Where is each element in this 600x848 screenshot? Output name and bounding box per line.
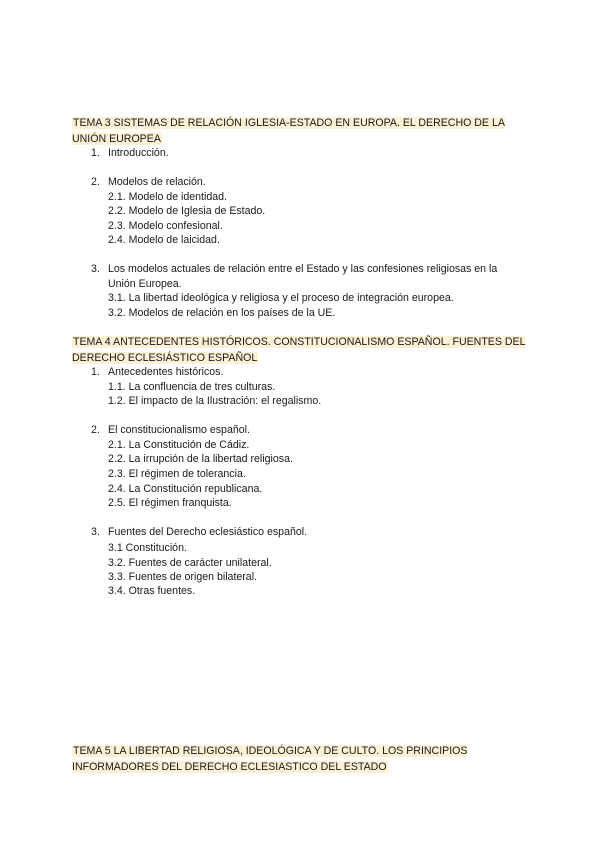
sub-item: 1.1. La confluencia de tres culturas. bbox=[108, 381, 276, 393]
list-item: Modelos de relación. bbox=[108, 176, 206, 188]
tema5-heading bbox=[72, 743, 532, 775]
list-item-continuation: Unión Europea. bbox=[108, 278, 182, 290]
list-number: 1. bbox=[91, 366, 100, 378]
sub-item: 3.4. Otras fuentes. bbox=[108, 585, 196, 597]
sub-item: 3.1 Constitución. bbox=[108, 542, 187, 554]
list-item: Fuentes del Derecho eclesiástico español. bbox=[108, 526, 308, 538]
sub-item: 3.1. La libertad ideológica y religiosa y el proceso de integración europea. bbox=[108, 292, 454, 304]
sub-item: 1.2. El impacto de la Ilustración: el regalismo. bbox=[108, 395, 322, 407]
list-number: 3. bbox=[91, 526, 100, 538]
sub-item: 2.5. El régimen franquista. bbox=[108, 497, 232, 509]
sub-item: 3.2. Fuentes de carácter unilateral. bbox=[108, 557, 272, 569]
sub-item: 3.2. Modelos de relación en los países de la UE. bbox=[108, 307, 336, 319]
sub-item: 2.3. Modelo confesional. bbox=[108, 220, 223, 232]
sub-item: 2.3. El régimen de tolerancia. bbox=[108, 468, 246, 480]
tema4-title: TEMA 4 ANTECEDENTES HISTÓRICOS. CONSTITUCIONALISMO ESPAÑOL. FUENTES DEL DERECHO ECLESIÁSTICO ESPAÑOL bbox=[72, 336, 526, 364]
sub-item: 3.3. Fuentes de origen bilateral. bbox=[108, 571, 257, 583]
sub-item: 2.2. La irrupción de la libertad religiosa. bbox=[108, 453, 293, 465]
list-item: Antecedentes históricos. bbox=[108, 366, 224, 378]
sub-item: 2.4. La Constitución republicana. bbox=[108, 483, 263, 495]
list-number: 2. bbox=[91, 176, 100, 188]
tema3-heading bbox=[72, 115, 532, 147]
sub-item: 2.2. Modelo de Iglesia de Estado. bbox=[108, 205, 266, 217]
tema4-heading bbox=[72, 334, 532, 366]
sub-item: 2.1. Modelo de identidad. bbox=[108, 191, 227, 203]
tema5-title: TEMA 5 LA LIBERTAD RELIGIOSA, IDEOLÓGICA Y DE CULTO. LOS PRINCIPIOS INFORMADORES DEL DERECHO ECLESIASTICO DEL ESTADO bbox=[72, 745, 468, 773]
list-number: 3. bbox=[91, 263, 100, 275]
list-item: El constitucionalismo español. bbox=[108, 424, 250, 436]
sub-item: 2.1. La Constitución de Cádiz. bbox=[108, 439, 250, 451]
list-number: 2. bbox=[91, 424, 100, 436]
tema3-title: TEMA 3 SISTEMAS DE RELACIÓN IGLESIA-ESTADO EN EUROPA. EL DERECHO DE LA UNIÓN EUROPEA bbox=[72, 117, 505, 145]
list-number: 1. bbox=[91, 147, 100, 159]
list-item: Introducción. bbox=[108, 147, 169, 159]
list-item: Los modelos actuales de relación entre el Estado y las confesiones religiosas en la bbox=[108, 263, 498, 275]
sub-item: 2.4. Modelo de laicidad. bbox=[108, 234, 220, 246]
